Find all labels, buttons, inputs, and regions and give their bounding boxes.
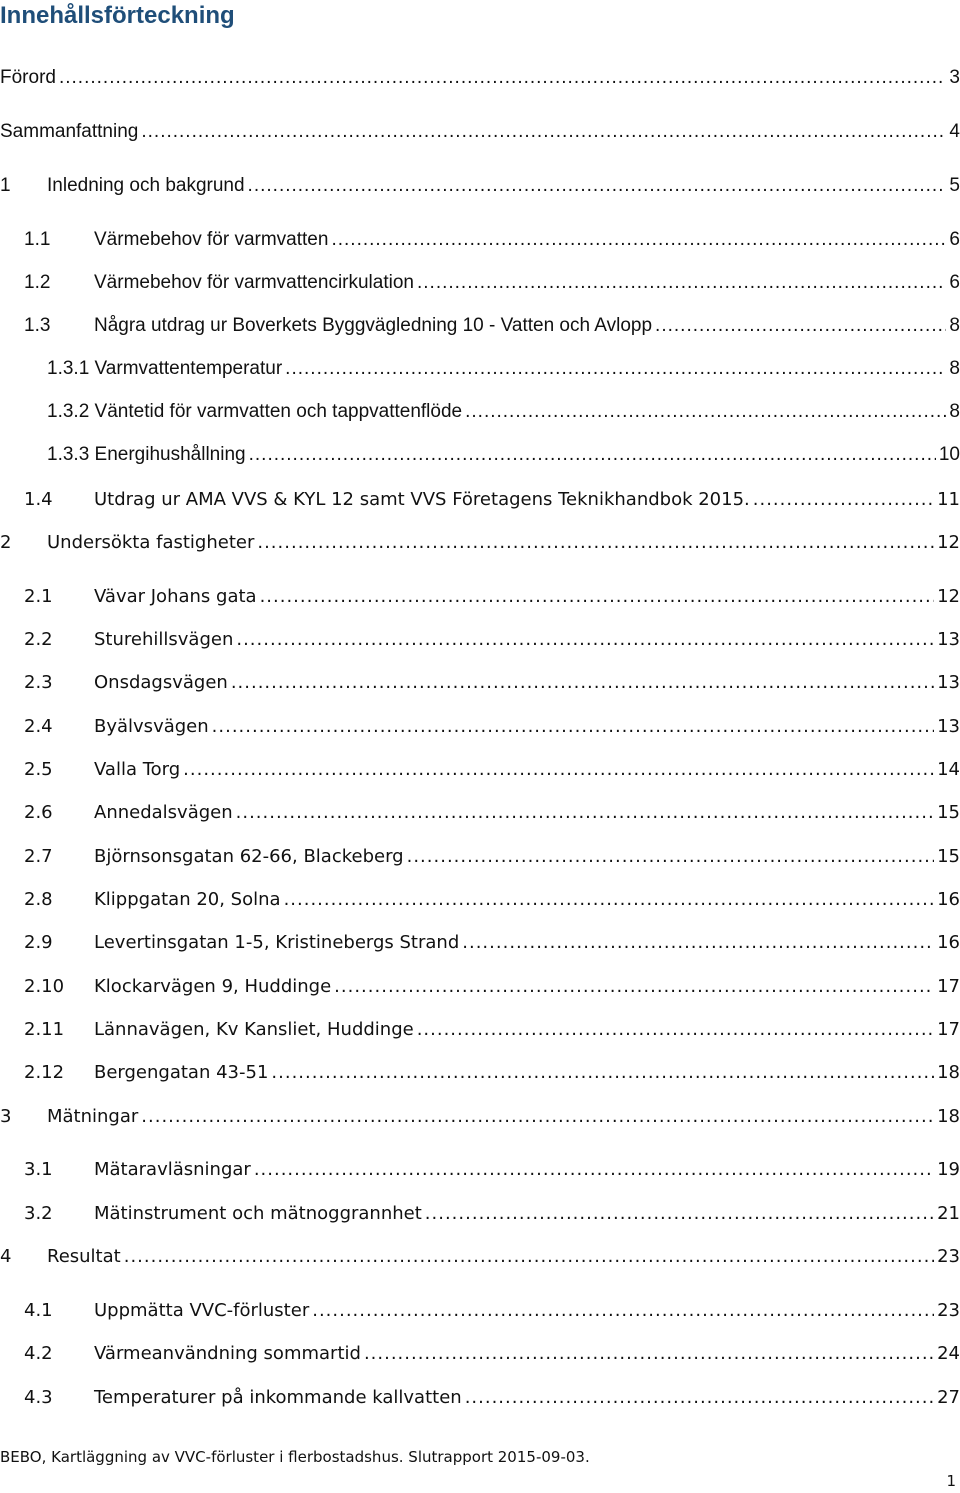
toc-entry-2-2[interactable]: [24, 626, 960, 654]
toc-entry-2-3[interactable]: [24, 669, 960, 697]
toc-entry-label: Björnsonsgatan 62-66, Blackeberg: [94, 846, 404, 867]
toc-entry-1-3-3[interactable]: [47, 441, 960, 469]
toc-leader-dots: [284, 886, 935, 914]
toc-entry-label: Värmeanvändning sommartid: [94, 1343, 361, 1364]
toc-entry-label: Mätinstrument och mätnoggrannhet: [94, 1203, 422, 1224]
toc-leader-dots: [271, 1059, 934, 1087]
toc-entry-2[interactable]: [0, 529, 960, 557]
toc-entry-1-4[interactable]: [24, 486, 960, 514]
toc-entry-label: Klockarvägen 9, Huddinge: [94, 976, 332, 997]
toc-entry-number: 4.3: [24, 1387, 53, 1408]
toc-entry-label: Värmebehov för varmvatten: [94, 229, 329, 250]
toc-entry-1-3[interactable]: [24, 312, 960, 340]
toc-entry-number: 2.8: [24, 889, 53, 910]
toc-leader-dots: [407, 843, 934, 871]
toc-entry-page: 8: [949, 401, 960, 422]
toc-leader-dots: [231, 669, 934, 697]
toc-entry-label: Sammanfattning: [0, 121, 139, 142]
toc-entry-page: 18: [937, 1062, 960, 1083]
toc-entry-page: 13: [937, 672, 960, 693]
toc-entry-page: 13: [937, 716, 960, 737]
toc-entry-1-3-1[interactable]: [47, 355, 960, 383]
toc-entry-label: Några utdrag ur Boverkets Byggvägledning 10 - Vatten och Avlopp: [94, 315, 653, 336]
toc-entry-label: Resultat: [47, 1246, 121, 1267]
toc-entry-3-1[interactable]: [24, 1156, 960, 1184]
toc-leader-dots: [236, 626, 934, 654]
toc-entry-page: 15: [937, 846, 960, 867]
toc-entry-number: 1.3.3: [47, 444, 90, 465]
toc-leader-dots: [417, 269, 946, 297]
toc-entry-label: Sturehillsvägen: [94, 629, 234, 650]
toc-entry-number: 4.2: [24, 1343, 53, 1364]
page-footer: BEBO, Kartläggning av VVC-förluster i flerbostadshus. Slutrapport 2015-09-03.: [0, 1448, 590, 1466]
toc-entry-number: 2.12: [24, 1062, 65, 1083]
toc-entry-number: 2.3: [24, 672, 53, 693]
toc-entry-label: Levertinsgatan 1-5, Kristinebergs Strand: [94, 932, 460, 953]
toc-entry-2-10[interactable]: [24, 973, 960, 1001]
toc-entry-1-3-2[interactable]: [47, 398, 960, 426]
toc-entry-label: Väntetid för varmvatten och tappvattenflöde: [94, 401, 463, 422]
toc-title: Innehållsförteckning: [0, 2, 235, 29]
toc-leader-dots: [249, 441, 936, 469]
toc-leader-dots: [141, 1103, 934, 1131]
toc-leader-dots: [59, 64, 946, 92]
toc-entry-2-6[interactable]: [24, 799, 960, 827]
toc-entry-number: 2: [0, 532, 12, 553]
toc-entry-page: 24: [937, 1343, 960, 1364]
toc-entry-page: 16: [937, 932, 960, 953]
toc-leader-dots: [285, 355, 946, 383]
toc-entry-forord[interactable]: [0, 64, 960, 92]
toc-leader-dots: [124, 1243, 934, 1271]
toc-entry-page: 17: [937, 976, 960, 997]
toc-entry-number: 1.3.1: [47, 358, 90, 379]
toc-entry-number: 1.3.2: [47, 401, 90, 422]
toc-entry-number: 4: [0, 1246, 12, 1267]
toc-entry-label: Bergengatan 43-51: [94, 1062, 269, 1083]
toc-leader-dots: [462, 929, 934, 957]
toc-entry-page: 27: [937, 1387, 960, 1408]
toc-entry-page: 17: [937, 1019, 960, 1040]
toc-entry-label: Energihushållning: [94, 444, 246, 465]
toc-leader-dots: [248, 172, 947, 200]
toc-entry-3[interactable]: [0, 1103, 960, 1131]
toc-leader-dots: [334, 973, 934, 1001]
toc-leader-dots: [212, 713, 934, 741]
toc-entry-page: 10: [938, 444, 960, 465]
toc-entry-label: Mätningar: [47, 1106, 139, 1127]
toc-entry-number: 1.2: [24, 272, 51, 293]
toc-entry-2-11[interactable]: [24, 1016, 960, 1044]
toc-leader-dots: [260, 583, 935, 611]
toc-entry-2-5[interactable]: [24, 756, 960, 784]
toc-entry-sammanfattning[interactable]: [0, 118, 960, 146]
toc-entry-page: 14: [937, 759, 960, 780]
toc-entry-page: 23: [937, 1300, 960, 1321]
toc-leader-dots: [465, 1384, 934, 1412]
toc-leader-dots: [254, 1156, 934, 1184]
toc-leader-dots: [257, 529, 934, 557]
toc-entry-number: 2.2: [24, 629, 53, 650]
toc-entry-2-12[interactable]: [24, 1059, 960, 1087]
toc-entry-page: 12: [937, 532, 960, 553]
toc-leader-dots: [141, 118, 946, 146]
toc-entry-number: 1: [0, 175, 11, 196]
toc-entry-number: 2.4: [24, 716, 53, 737]
toc-entry-number: 1.1: [24, 229, 51, 250]
page-number: 1: [946, 1472, 956, 1490]
toc-entry-label: Valla Torg: [94, 759, 181, 780]
toc-entry-4[interactable]: [0, 1243, 960, 1271]
toc-entry-page: 19: [937, 1159, 960, 1180]
toc-entry-label: Byälvsvägen: [94, 716, 209, 737]
toc-entry-2-9[interactable]: [24, 929, 960, 957]
toc-entry-page: 8: [949, 358, 960, 379]
toc-entry-page: 3: [949, 67, 960, 88]
toc-leader-dots: [183, 756, 934, 784]
toc-entry-page: 12: [937, 586, 960, 607]
toc-entry-page: 11: [937, 489, 960, 510]
toc-entry-page: 16: [937, 889, 960, 910]
toc-entry-page: 15: [937, 802, 960, 823]
toc-entry-label: Vävar Johans gata: [94, 586, 257, 607]
toc-entry-label: Förord: [0, 67, 56, 88]
toc-entry-label: Undersökta fastigheter: [47, 532, 255, 553]
toc-entry-2-7[interactable]: [24, 843, 960, 871]
toc-entry-label: Klippgatan 20, Solna: [94, 889, 281, 910]
toc-entry-2-8[interactable]: [24, 886, 960, 914]
toc-leader-dots: [655, 312, 946, 340]
toc-entry-number: 2.6: [24, 802, 53, 823]
toc-entry-label: Onsdagsvägen: [94, 672, 228, 693]
toc-entry-number: 2.7: [24, 846, 53, 867]
toc-entry-number: 1.4: [24, 489, 53, 510]
toc-entry-label: Uppmätta VVC-förluster: [94, 1300, 310, 1321]
toc-entry-label: Värmebehov för varmvattencirkulation: [94, 272, 414, 293]
toc-entry-4-2[interactable]: [24, 1340, 960, 1368]
toc-entry-4-3[interactable]: [24, 1384, 960, 1412]
toc-entry-number: 1.3: [24, 315, 51, 336]
toc-leader-dots: [236, 799, 934, 827]
toc-entry-page: 8: [949, 315, 960, 336]
toc-entry-number: 4.1: [24, 1300, 53, 1321]
toc-entry-number: 2.1: [24, 586, 53, 607]
toc-entry-label: Temperaturer på inkommande kallvatten: [94, 1387, 462, 1408]
toc-entry-4-1[interactable]: [24, 1297, 960, 1325]
toc-entry-number: 2.10: [24, 976, 65, 997]
toc-entry-page: 6: [949, 229, 960, 250]
toc-entry-page: 4: [949, 121, 960, 142]
toc-entry-number: 3.2: [24, 1203, 53, 1224]
toc-entry-label: Inledning och bakgrund: [47, 175, 245, 196]
toc-entry-page: 21: [937, 1203, 960, 1224]
toc-leader-dots: [312, 1297, 934, 1325]
toc-leader-dots: [417, 1016, 934, 1044]
toc-entry-label: Annedalsvägen: [94, 802, 233, 823]
toc-entry-number: 3: [0, 1106, 12, 1127]
toc-leader-dots: [331, 226, 946, 254]
toc-entry-3-2[interactable]: [24, 1200, 960, 1228]
toc-entry-number: 2.11: [24, 1019, 65, 1040]
toc-entry-number: 2.9: [24, 932, 53, 953]
toc-leader-dots: [465, 398, 946, 426]
toc-entry-number: 2.5: [24, 759, 53, 780]
toc-entry-label: Utdrag ur AMA VVS & KYL 12 samt VVS Företagens Teknikhandbok 2015.: [94, 489, 750, 510]
toc-entry-2-4[interactable]: [24, 713, 960, 741]
toc-entry-page: 23: [937, 1246, 960, 1267]
toc-entry-1[interactable]: [0, 172, 960, 200]
toc-leader-dots: [364, 1340, 934, 1368]
toc-entry-label: Varmvattentemperatur: [94, 358, 283, 379]
toc-entry-1-1[interactable]: [24, 226, 960, 254]
toc-entry-number: 3.1: [24, 1159, 53, 1180]
toc-entry-page: 13: [937, 629, 960, 650]
toc-entry-1-2[interactable]: [24, 269, 960, 297]
toc-entry-label: Lännavägen, Kv Kansliet, Huddinge: [94, 1019, 414, 1040]
toc-leader-dots: [753, 486, 934, 514]
toc-entry-page: 6: [949, 272, 960, 293]
toc-entry-page: 5: [949, 175, 960, 196]
toc-entry-label: Mätaravläsningar: [94, 1159, 251, 1180]
toc-leader-dots: [425, 1200, 934, 1228]
toc-entry-2-1[interactable]: [24, 583, 960, 611]
toc-entry-page: 18: [937, 1106, 960, 1127]
